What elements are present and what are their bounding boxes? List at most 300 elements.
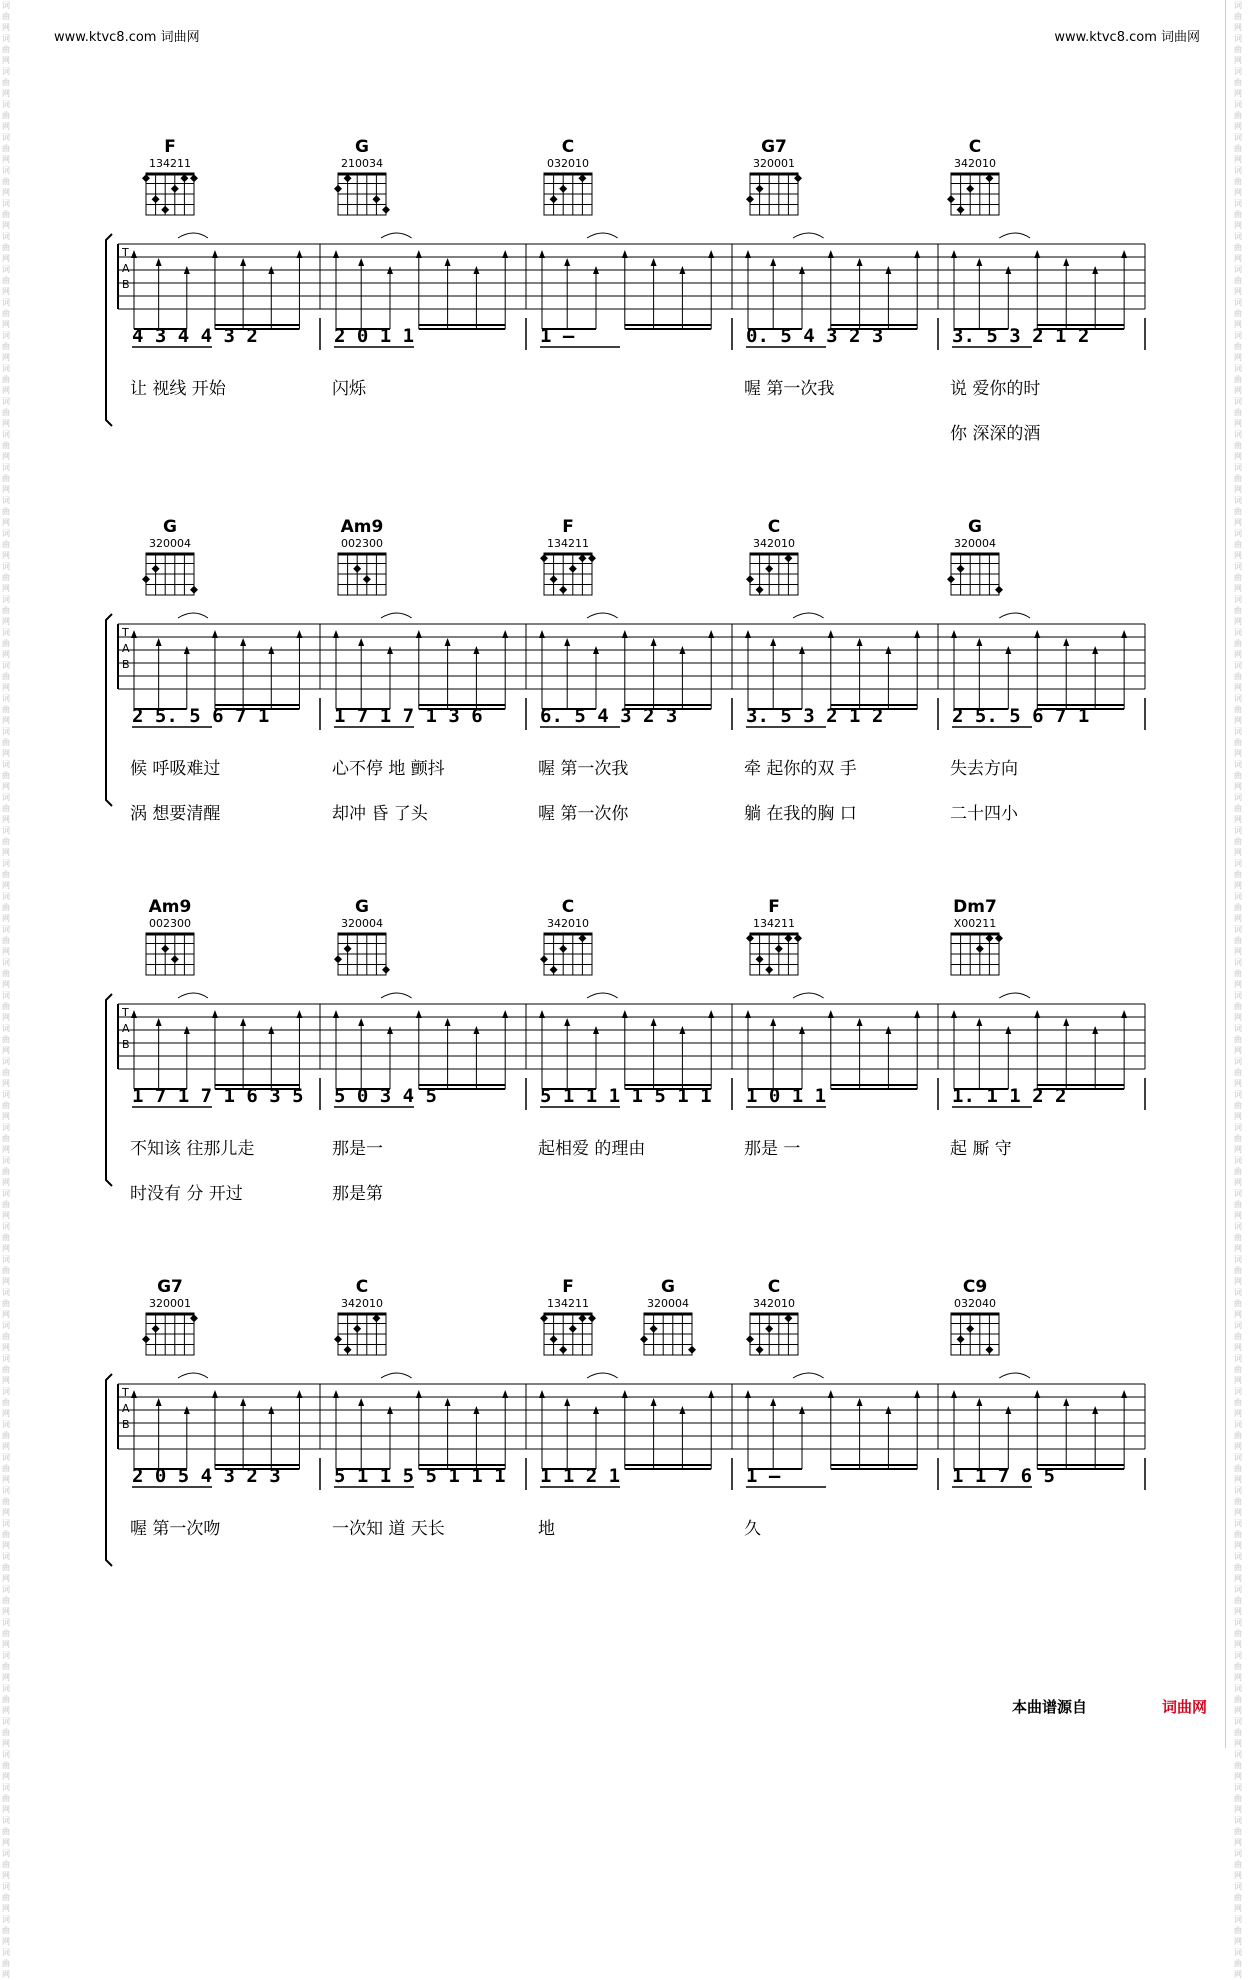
strum-arrow (976, 1398, 982, 1406)
finger-dot (756, 185, 764, 193)
jianpu-measure: 2 5. 5 6 7 1 (952, 705, 1090, 727)
system-1 (106, 137, 1145, 444)
finger-dot (171, 955, 179, 963)
finger-dot (775, 945, 783, 953)
strum-arrow (951, 630, 957, 638)
source-site: 词曲网 (1162, 1698, 1208, 1716)
system-2 (106, 517, 1145, 824)
finger-dot (142, 575, 150, 583)
finger-dot (363, 575, 371, 583)
strum-arrow (976, 258, 982, 266)
chord-diagram (746, 517, 798, 595)
system-4 (106, 1277, 1145, 1566)
chord-name: Am9 (148, 897, 192, 917)
slur (178, 613, 208, 618)
lyric-line-1: 说 爱你的时 (950, 379, 1041, 399)
jianpu-line (132, 698, 1145, 730)
chord-fingering: 320004 (149, 537, 191, 550)
strum-arrow (502, 250, 508, 258)
slur (999, 233, 1030, 238)
strum-arrow (622, 250, 628, 258)
slur (381, 613, 412, 618)
strum-arrow (1121, 1010, 1127, 1018)
chord-name: F (164, 137, 176, 157)
finger-dot (559, 1346, 567, 1354)
lyric-line-1: 牵 起你的双 手 (744, 759, 857, 779)
chord-fingering: 320004 (954, 537, 996, 550)
header-left: www.ktvc8.com 词曲网 (54, 30, 200, 45)
strum-arrow (564, 1398, 570, 1406)
strum-arrow (445, 258, 451, 266)
chord-diagram (540, 517, 596, 595)
strum-arrow (564, 1018, 570, 1026)
strum-arrow (828, 1390, 834, 1398)
strum-arrow (857, 638, 863, 646)
finger-dot (152, 565, 160, 573)
tab-letter: A (122, 1402, 130, 1415)
strum-arrow (651, 1398, 657, 1406)
strum-arrow (1034, 250, 1040, 258)
header-right: www.ktvc8.com 词曲网 (1054, 30, 1200, 45)
lyric-line-1: 闪烁 (332, 379, 366, 399)
strum-arrow (745, 1010, 751, 1018)
slur (178, 233, 208, 238)
strum-arrow (333, 250, 339, 258)
finger-dot (334, 1335, 342, 1343)
strum-arrow (651, 1018, 657, 1026)
jianpu-measure: 0. 5 4 3 2 3 (746, 325, 884, 347)
chord-diagram (540, 897, 592, 975)
strum-arrow (857, 1398, 863, 1406)
strum-arrow (502, 630, 508, 638)
slur (178, 1373, 208, 1378)
lyrics (130, 758, 1019, 824)
slur (793, 1373, 824, 1378)
strum-arrow (358, 1018, 364, 1026)
lyric-line-1: 不知该 往那儿走 (130, 1139, 255, 1159)
strum-arrow (416, 1010, 422, 1018)
strum-arrow (212, 250, 218, 258)
strum-arrow (212, 630, 218, 638)
chord-diagram (540, 1277, 596, 1355)
finger-dot (344, 945, 352, 953)
strum-arrow (445, 1398, 451, 1406)
finger-dot (640, 1335, 648, 1343)
strum-arrow (770, 258, 776, 266)
strum-arrow (951, 1390, 957, 1398)
strum-arrow (212, 1390, 218, 1398)
strum-arrow (914, 1390, 920, 1398)
finger-dot (382, 206, 390, 214)
lyric-line-1: 久 (744, 1519, 761, 1539)
chord-name: C (561, 137, 575, 157)
finger-dot (957, 206, 965, 214)
jianpu-measure: 2 0 1 1 (334, 325, 415, 347)
lyrics (130, 379, 1040, 444)
finger-dot (171, 185, 179, 193)
jianpu-measure: 1 – (746, 1465, 781, 1487)
lyric-line-1: 喔 第一次我 (744, 379, 835, 399)
slur (793, 233, 824, 238)
slur (381, 993, 412, 998)
tab-letter: A (122, 262, 130, 275)
chord-name: G (661, 1277, 675, 1297)
chord-diagram (334, 897, 390, 975)
chord-fingering: 342010 (547, 917, 589, 930)
strum-arrow (502, 1010, 508, 1018)
finger-dot (559, 185, 567, 193)
strum-arrow (651, 638, 657, 646)
strum-arrow (296, 630, 302, 638)
lyric-line-2: 喔 第一次你 (538, 804, 629, 824)
strum-arrow (708, 1390, 714, 1398)
finger-dot (353, 1325, 361, 1333)
finger-dot (746, 195, 754, 203)
chord-fingering: 342010 (954, 157, 996, 170)
lyric-line-2: 那是第 (332, 1184, 383, 1204)
strum-arrow (1034, 630, 1040, 638)
finger-dot (650, 1325, 658, 1333)
tab-letter: T (122, 246, 129, 259)
slur (178, 993, 208, 998)
strum-arrow (651, 258, 657, 266)
finger-dot (957, 1335, 965, 1343)
finger-dot (550, 966, 558, 974)
chord-diagram (640, 1277, 696, 1355)
strum-arrow (240, 1018, 246, 1026)
strum-arrow (416, 250, 422, 258)
finger-dot (152, 1325, 160, 1333)
strum-arrow (564, 638, 570, 646)
finger-dot (569, 1325, 577, 1333)
finger-dot (995, 586, 1003, 594)
lyric-line-1: 一次知 道 天长 (332, 1519, 445, 1539)
strum-arrow (1121, 1390, 1127, 1398)
lyric-line-2: 却冲 昏 了头 (332, 804, 428, 824)
strum-arrow (539, 1010, 545, 1018)
slur (999, 993, 1030, 998)
strum-arrow (1063, 638, 1069, 646)
chord-diagram (338, 517, 386, 595)
jianpu-measure: 1 – (540, 325, 575, 347)
chord-name: G (355, 897, 369, 917)
chord-fingering: 032040 (954, 1297, 996, 1310)
strum-arrow (708, 630, 714, 638)
strum-arrow (914, 250, 920, 258)
strum-arrow (745, 250, 751, 258)
chord-diagram (951, 1277, 999, 1355)
strum-arrow (131, 630, 137, 638)
strum-arrow (951, 250, 957, 258)
slur (587, 613, 618, 618)
chord-fingering: 320004 (341, 917, 383, 930)
strum-arrow (539, 630, 545, 638)
chord-fingering: 134211 (547, 1297, 589, 1310)
strum-arrow (240, 258, 246, 266)
strum-arrow (445, 1018, 451, 1026)
tab-letter: A (122, 642, 130, 655)
lyrics (130, 1139, 1012, 1204)
jianpu-measure: 5 1 1 1 1 5 1 1 (540, 1085, 712, 1107)
chord-fingering: 002300 (149, 917, 191, 930)
tab-letter: B (122, 278, 130, 291)
chord-name: Dm7 (953, 897, 997, 917)
strum-arrow (770, 1018, 776, 1026)
system-bracket (106, 994, 112, 1186)
chord-name: C (355, 1277, 369, 1297)
lyric-line-1: 候 呼吸难过 (130, 759, 221, 779)
finger-dot (559, 586, 567, 594)
jianpu-measure: 2 0 5 4 3 2 3 (132, 1465, 281, 1487)
chord-name: G (968, 517, 982, 537)
chord-fingering: 134211 (547, 537, 589, 550)
lyric-line-1: 喔 第一次吻 (130, 1519, 221, 1539)
chord-diagram (746, 1277, 798, 1355)
chord-diagram (146, 897, 194, 975)
chord-name: G7 (157, 1277, 183, 1297)
strum-arrow (296, 250, 302, 258)
chord-name: F (562, 517, 574, 537)
strum-arrow (564, 258, 570, 266)
tab-staff (118, 613, 1145, 709)
chord-name: G (355, 137, 369, 157)
strum-arrow (857, 1018, 863, 1026)
finger-dot (344, 1346, 352, 1354)
strum-arrow (708, 1010, 714, 1018)
tab-letter: A (122, 1022, 130, 1035)
finger-dot (765, 966, 773, 974)
lyric-line-1: 失去方向 (950, 759, 1018, 779)
chord-name: C (968, 137, 982, 157)
finger-dot (353, 565, 361, 573)
chord-diagram (746, 897, 802, 975)
tab-staff (118, 993, 1145, 1089)
chord-fingering: 134211 (753, 917, 795, 930)
strum-arrow (296, 1390, 302, 1398)
finger-dot (765, 565, 773, 573)
strum-arrow (622, 1010, 628, 1018)
finger-dot (957, 565, 965, 573)
strum-arrow (539, 1390, 545, 1398)
strum-arrow (539, 250, 545, 258)
slur (587, 993, 618, 998)
chord-name: G (163, 517, 177, 537)
jianpu-measure: 5 0 3 4 5 (334, 1085, 437, 1107)
watermark-right: 词曲网词曲网词曲网词曲网词曲网词曲网词曲网词曲网词曲网词曲网词曲网词曲网词曲网词曲网词曲网词曲网词曲网词曲网词曲网词曲网词曲网词曲网词曲网词曲网词曲网词曲网词曲网词曲网词曲网词曲网词曲网词曲网词曲网词曲网词曲网词曲网词曲网词曲网词曲网词曲网词曲网词曲网词曲网词曲网词曲网词曲网词曲网词曲网词曲网词曲网词曲网词曲网词曲网词曲网词曲网词曲网词曲网词曲网词曲网词曲网 (1234, 1, 1242, 1979)
finger-dot (947, 195, 955, 203)
strum-arrow (358, 638, 364, 646)
strum-arrow (1121, 250, 1127, 258)
slur (381, 233, 412, 238)
slur (793, 613, 824, 618)
chord-diagram (951, 897, 1003, 975)
chord-fingering: 320001 (753, 157, 795, 170)
chord-name: C9 (962, 1277, 988, 1297)
strum-arrow (976, 638, 982, 646)
slur (999, 1373, 1030, 1378)
chord-fingering: 320001 (149, 1297, 191, 1310)
tab-letter: B (122, 1418, 130, 1431)
strum-arrow (745, 630, 751, 638)
jianpu-measure: 1 0 1 1 (746, 1085, 827, 1107)
finger-dot (966, 185, 974, 193)
lyric-line-1: 喔 第一次我 (538, 759, 629, 779)
strum-arrow (240, 1398, 246, 1406)
strum-arrow (770, 1398, 776, 1406)
jianpu-line (132, 1458, 1145, 1490)
chord-diagram (142, 517, 198, 595)
finger-dot (976, 945, 984, 953)
chord-name: G7 (761, 137, 787, 157)
finger-dot (756, 1346, 764, 1354)
chord-name: F (768, 897, 780, 917)
system-bracket (106, 234, 112, 426)
lyric-line-1: 起 厮 守 (950, 1139, 1012, 1159)
jianpu-measure: 3. 5 3 2 1 2 (746, 705, 884, 727)
finger-dot (161, 206, 169, 214)
strum-arrow (296, 1010, 302, 1018)
strum-arrow (333, 630, 339, 638)
strum-arrow (212, 1010, 218, 1018)
strum-arrow (622, 1390, 628, 1398)
finger-dot (947, 575, 955, 583)
strum-arrow (976, 1018, 982, 1026)
slur (793, 993, 824, 998)
chord-diagram (334, 1277, 386, 1355)
tab-letter: B (122, 658, 130, 671)
lyric-line-1: 那是 一 (744, 1139, 801, 1159)
chord-fingering: 342010 (753, 537, 795, 550)
finger-dot (190, 586, 198, 594)
strum-arrow (828, 630, 834, 638)
strum-arrow (708, 250, 714, 258)
strum-arrow (770, 638, 776, 646)
strum-arrow (857, 258, 863, 266)
slur (587, 1373, 618, 1378)
finger-dot (569, 565, 577, 573)
tab-letter: T (122, 1386, 129, 1399)
finger-dot (142, 1335, 150, 1343)
chord-diagram (334, 137, 390, 215)
source-label: 本曲谱源自 (1012, 1698, 1088, 1716)
chord-fingering: 002300 (341, 537, 383, 550)
strum-arrow (131, 250, 137, 258)
strum-arrow (1121, 630, 1127, 638)
strum-arrow (1063, 258, 1069, 266)
strum-arrow (131, 1010, 137, 1018)
chord-diagram (746, 137, 802, 215)
chord-fingering: 342010 (341, 1297, 383, 1310)
jianpu-measure: 5 1 1 5 5 1 1 1 (334, 1465, 506, 1487)
watermark-left: 词曲网词曲网词曲网词曲网词曲网词曲网词曲网词曲网词曲网词曲网词曲网词曲网词曲网词曲网词曲网词曲网词曲网词曲网词曲网词曲网词曲网词曲网词曲网词曲网词曲网词曲网词曲网词曲网词曲网词曲网词曲网词曲网词曲网词曲网词曲网词曲网词曲网词曲网词曲网词曲网词曲网词曲网词曲网词曲网词曲网词曲网词曲网词曲网词曲网词曲网词曲网词曲网词曲网词曲网词曲网词曲网词曲网词曲网词曲网词曲网 (2, 1, 10, 1979)
finger-dot (550, 575, 558, 583)
jianpu-line (132, 318, 1145, 350)
finger-dot (559, 945, 567, 953)
chord-fingering: 342010 (753, 1297, 795, 1310)
strum-arrow (914, 630, 920, 638)
chord-diagram (947, 517, 1003, 595)
chord-fingering: 320004 (647, 1297, 689, 1310)
finger-dot (161, 945, 169, 953)
lyric-line-2: 涡 想要清醒 (130, 804, 221, 824)
strum-arrow (745, 1390, 751, 1398)
chord-diagram (947, 137, 999, 215)
strum-arrow (1063, 1018, 1069, 1026)
finger-dot (540, 955, 548, 963)
strum-arrow (914, 1010, 920, 1018)
lyric-line-1: 心不停 地 颤抖 (332, 759, 445, 779)
slur (381, 1373, 412, 1378)
strum-arrow (828, 250, 834, 258)
finger-dot (372, 195, 380, 203)
chord-diagram (544, 137, 592, 215)
chord-diagram (142, 1277, 198, 1355)
strum-arrow (445, 638, 451, 646)
lyric-line-2: 二十四小 (950, 804, 1018, 824)
tab-letter: T (122, 626, 129, 639)
finger-dot (550, 195, 558, 203)
finger-dot (550, 1335, 558, 1343)
finger-dot (765, 1325, 773, 1333)
jianpu-measure: 2 5. 5 6 7 1 (132, 705, 270, 727)
lyric-line-1: 地 (538, 1519, 555, 1539)
chord-fingering: X00211 (953, 917, 997, 930)
lyric-line-2: 躺 在我的胸 口 (744, 804, 857, 824)
chord-fingering: 032010 (547, 157, 589, 170)
strum-arrow (1034, 1010, 1040, 1018)
chord-name: C (767, 1277, 781, 1297)
slur (999, 613, 1030, 618)
finger-dot (746, 1335, 754, 1343)
chord-name: F (562, 1277, 574, 1297)
jianpu-measure: 6. 5 4 3 2 3 (540, 705, 678, 727)
finger-dot (334, 955, 342, 963)
finger-dot (334, 185, 342, 193)
strum-arrow (156, 1398, 162, 1406)
strum-arrow (131, 1390, 137, 1398)
strum-arrow (358, 258, 364, 266)
strum-arrow (358, 1398, 364, 1406)
strum-arrow (156, 258, 162, 266)
strum-arrow (416, 630, 422, 638)
tab-letter: T (122, 1006, 129, 1019)
finger-dot (756, 955, 764, 963)
finger-dot (985, 1346, 993, 1354)
system-bracket (106, 614, 112, 806)
slur (587, 233, 618, 238)
strum-arrow (1034, 1390, 1040, 1398)
lyric-line-1: 起相爱 的理由 (538, 1139, 646, 1159)
strum-arrow (156, 638, 162, 646)
lyric-line-1: 让 视线 开始 (130, 379, 226, 399)
tab-staff (118, 233, 1145, 329)
chord-name: C (767, 517, 781, 537)
finger-dot (756, 586, 764, 594)
strum-arrow (1063, 1398, 1069, 1406)
chord-fingering: 134211 (149, 157, 191, 170)
chord-fingering: 210034 (341, 157, 383, 170)
finger-dot (688, 1346, 696, 1354)
chord-diagram (142, 137, 198, 215)
strum-arrow (828, 1010, 834, 1018)
jianpu-measure: 1 7 1 7 1 3 6 (334, 705, 483, 727)
tab-letter: B (122, 1038, 130, 1051)
jianpu-measure: 4 3 4 4 3 2 (132, 325, 258, 347)
strum-arrow (951, 1010, 957, 1018)
chord-name: C (561, 897, 575, 917)
strum-arrow (240, 638, 246, 646)
finger-dot (966, 1325, 974, 1333)
